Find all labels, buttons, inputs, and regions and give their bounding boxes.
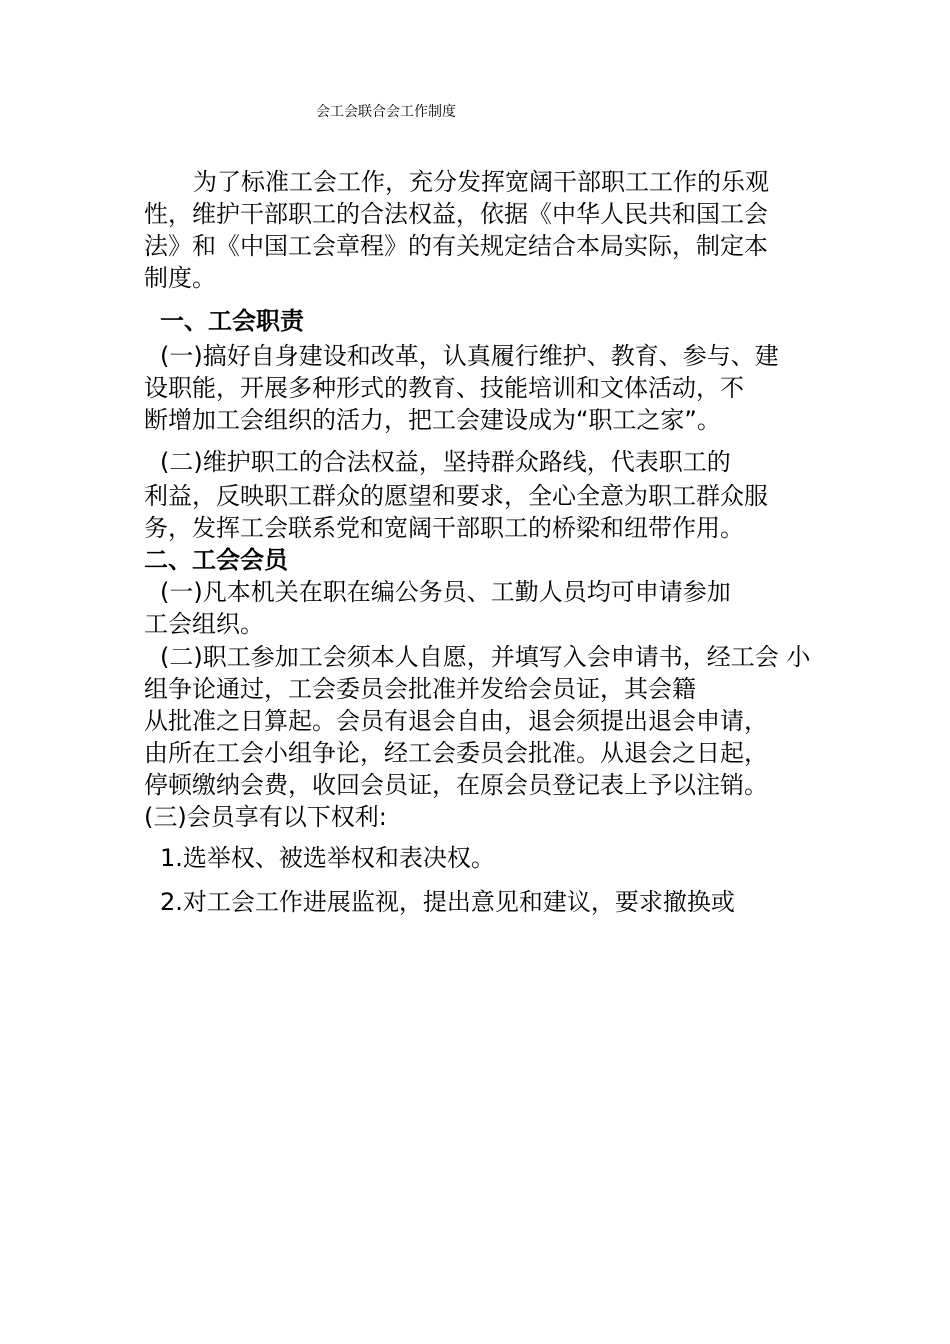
paragraph-line: (二)职工参加工会须本人自愿，并填写入会申请书，经工会 小: [160, 643, 811, 671]
intro-line: 制度。: [144, 264, 216, 292]
section-heading-members: 二、工会会员: [144, 546, 288, 574]
section-heading-duties: 一、工会职责: [160, 307, 304, 335]
paragraph-line: 组争论通过，工会委员会批准并发给会员证，其会籍: [144, 675, 696, 703]
page-header: 会工会联合会工作制度: [316, 104, 456, 120]
paragraph-line: (二)维护职工的合法权益，坚持群众路线，代表职工的: [160, 448, 731, 476]
paragraph-line: (一)搞好自身建设和改革，认真履行维护、教育、参与、建: [160, 342, 779, 370]
paragraph-line: 断增加工会组织的活力，把工会建设成为“职工之家”。: [144, 406, 721, 434]
paragraph-line: (三)会员享有以下权利:: [144, 803, 387, 831]
paragraph-line: 设职能，开展多种形式的教育、技能培训和文体活动，不: [144, 374, 744, 402]
paragraph-line: (一)凡本机关在职在编公务员、工勤人员均可申请参加: [160, 578, 731, 606]
paragraph-line: 由所在工会小组争论，经工会委员会批准。从退会之日起，: [144, 739, 768, 767]
paragraph-line: 务，发挥工会联系党和宽阔干部职工的桥梁和纽带作用。: [144, 514, 744, 542]
list-item: 2.对工会工作进展监视，提出意见和建议，要求撤换或: [160, 888, 735, 916]
paragraph-line: 停顿缴纳会费，收回会员证，在原会员登记表上予以注销。: [144, 771, 768, 799]
list-item: 1.选举权、被选举权和表决权。: [160, 844, 495, 872]
intro-line: 法》和《中国工会章程》的有关规定结合本局实际，制定本: [144, 232, 768, 260]
intro-line: 为了标准工会工作，充分发挥宽阔干部职工工作的乐观: [193, 168, 769, 196]
intro-line: 性，维护干部职工的合法权益，依据《中华人民共和国工会: [144, 200, 768, 228]
paragraph-line: 工会组织。: [144, 610, 264, 638]
paragraph-line: 从批准之日算起。会员有退会自由，退会须提出退会申请，: [144, 707, 768, 735]
paragraph-line: 利益，反映职工群众的愿望和要求，全心全意为职工群众服: [144, 482, 768, 510]
